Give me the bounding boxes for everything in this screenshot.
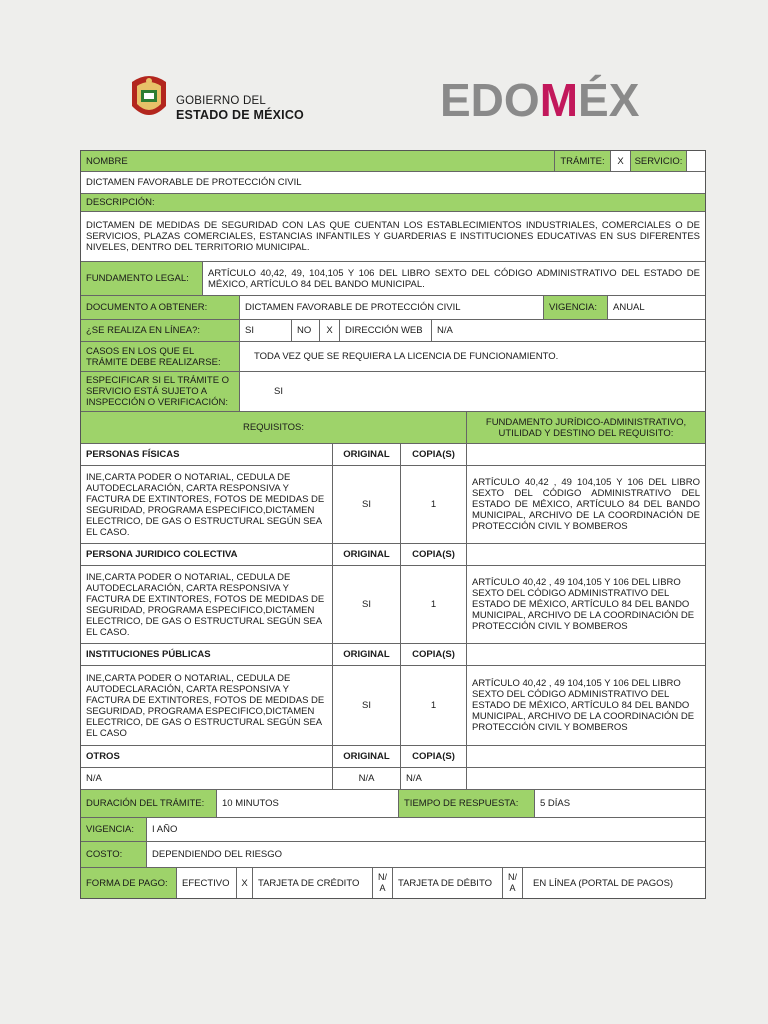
debito-value: N/ A xyxy=(503,868,523,898)
section-body-row xyxy=(81,666,705,746)
vigencia2-label: VIGENCIA: xyxy=(81,818,147,841)
section-header-row xyxy=(81,544,705,566)
section-fundamento: ARTÍCULO 40,42 , 49 104,105 Y 106 DEL LIBRO SEXTO DEL CÓDIGO ADMINISTRATIVO DEL ESTADO DE MÉXICO, ARTÍCULO 84 DEL BANDO MUNICIPAL, ARCHIVO DE LA COORDINACIÓN DE PROTECCIÓN CIVIL Y BOMBEROS xyxy=(472,477,700,532)
otros-title: OTROS xyxy=(81,746,333,767)
tramite-label: TRÁMITE: xyxy=(555,151,611,171)
section-title: INSTITUCIONES PÚBLICAS xyxy=(81,644,333,665)
section-fundamento: ARTÍCULO 40,42 , 49 104,105 Y 106 DEL LIBRO SEXTO DEL CÓDIGO ADMINISTRATIVO DEL ESTADO DE MÉXICO, ARTÍCULO 84 DEL BANDO MUNICIPAL, ARCHIVO DE LA COORDINACIÓN DE PROTECCIÓN CIVIL Y BOMBEROS xyxy=(472,678,695,733)
government-line-1: GOBIERNO DEL xyxy=(176,95,266,107)
linea-label: ¿SE REALIZA EN LÍNEA?: xyxy=(81,320,240,341)
fundamento-value: ARTÍCULO 40,42, 49, 104,105 Y 106 DEL LIBRO SEXTO DEL CÓDIGO ADMINISTRATIVO DEL ESTADO DE MÉXICO, ARTÍCULO 84 DEL BANDO MUNICIPAL. xyxy=(208,267,700,290)
section-header-row xyxy=(81,644,705,666)
linea-no-mark: X xyxy=(320,320,340,341)
copia-header: COPIA(S) xyxy=(401,544,467,565)
fundamento-label: FUNDAMENTO LEGAL: xyxy=(81,262,203,295)
casos-label: CASOS EN LOS QUE EL TRÁMITE DEBE REALIZARSE: xyxy=(81,342,240,371)
government-line-2: ESTADO DE MÉXICO xyxy=(176,108,304,122)
original-header: ORIGINAL xyxy=(333,544,401,565)
documento-label: DOCUMENTO A OBTENER: xyxy=(81,296,240,319)
pago-label: FORMA DE PAGO: xyxy=(81,868,177,898)
fundamento-juridico-label: FUNDAMENTO JURÍDICO-ADMINISTRATIVO, UTILIDAD Y DESTINO DEL REQUISITO: xyxy=(467,412,705,443)
section-copia: 1 xyxy=(401,566,467,643)
otros-header-row xyxy=(81,746,705,768)
casos-value: TODA VEZ QUE SE REQUIERA LA LICENCIA DE FUNCIONAMIENTO. xyxy=(254,351,559,362)
section-title: PERSONAS FÍSICAS xyxy=(81,444,333,465)
vigencia2-value: I AÑO xyxy=(152,824,178,835)
logo-part-ex: ÉX xyxy=(578,74,640,126)
debito-label: TARJETA DE DÉBITO xyxy=(393,868,503,898)
tramite-mark: X xyxy=(611,151,631,171)
copia-header: COPIA(S) xyxy=(401,444,467,465)
nombre-value: DICTAMEN FAVORABLE DE PROTECCIÓN CIVIL xyxy=(86,177,302,188)
section-requirements: INE,CARTA PODER O NOTARIAL, CEDULA DE AUTODECLARACIÓN, CARTA RESPONSIVA Y FACTURA DE EXTINTORES, FOTOS DE MEDIDAS DE SEGURIDAD, PROGRAMA ESPECIFICO,DICTAMEN ELECTRICO, DE GAS O ESTRUCTURAL SEGÚN SEA EL CASO. xyxy=(81,566,333,643)
inspeccion-value: SI xyxy=(274,386,283,397)
duracion-value: 10 MINUTOS xyxy=(217,790,399,817)
servicio-mark xyxy=(687,151,705,171)
documento-row xyxy=(81,296,705,320)
nombre-value-row xyxy=(81,172,705,194)
section-copia: 1 xyxy=(401,466,467,543)
duracion-label: DURACIÓN DEL TRÁMITE: xyxy=(81,790,217,817)
section-original: SI xyxy=(333,566,401,643)
section-fundamento: ARTÍCULO 40,42 , 49 104,105 Y 106 DEL LIBRO SEXTO DEL CÓDIGO ADMINISTRATIVO DEL ESTADO DE MÉXICO, ARTÍCULO 84 DEL BANDO MUNICIPAL, ARCHIVO DE LA COORDINACIÓN DE PROTECCIÓN CIVIL Y BOMBEROS xyxy=(472,577,695,632)
section-original: SI xyxy=(333,466,401,543)
respuesta-label: TIEMPO DE RESPUESTA: xyxy=(399,790,535,817)
copia-header: COPIA(S) xyxy=(401,644,467,665)
documento-value: DICTAMEN FAVORABLE DE PROTECCIÓN CIVIL xyxy=(240,296,544,319)
section-header-blank xyxy=(467,544,705,565)
otros-copia: N/A xyxy=(401,768,467,789)
vigencia2-row xyxy=(81,818,705,842)
descripcion-value: DICTAMEN DE MEDIDAS DE SEGURIDAD CON LAS QUE CUENTAN LOS ESTABLECIMIENTOS INDUSTRIALES, COMERCIALES O DE SERVICIOS, PLAZAS COMERCIALES, ESTANCIAS INFANTILES Y GUARDERIAS E INSTITUCIONES EDUCATIVAS EN SUS DIFERENTES NIVELES, DENTRO DEL TERRITORIO MUNICIPAL. xyxy=(86,220,700,253)
vigencia-label: VIGENCIA: xyxy=(544,296,608,319)
otros-requirements: N/A xyxy=(81,768,333,789)
otros-body-row xyxy=(81,768,705,790)
linea-si: SI xyxy=(240,320,292,341)
original-header: ORIGINAL xyxy=(333,746,401,767)
state-seal-icon xyxy=(128,72,170,122)
duracion-row xyxy=(81,790,705,818)
procedure-form xyxy=(80,150,706,899)
descripcion-value-row xyxy=(81,212,705,262)
requisitos-header-row xyxy=(81,412,705,444)
credito-label: TARJETA DE CRÉDITO xyxy=(253,868,373,898)
costo-row xyxy=(81,842,705,868)
original-header: ORIGINAL xyxy=(333,444,401,465)
section-requirements: INE,CARTA PODER O NOTARIAL, CEDULA DE AUTODECLARACIÓN, CARTA RESPONSIVA Y FACTURA DE EXTINTORES, FOTOS DE MEDIDAS DE SEGURIDAD, PROGRAMA ESPECIFICO,DICTAMEN ELECTRICO, DE GAS O ESTRUCTURAL SEGÚN SEA EL CASO xyxy=(81,666,333,745)
document-header xyxy=(0,0,768,140)
original-header: ORIGINAL xyxy=(333,644,401,665)
nombre-label: NOMBRE xyxy=(81,151,555,171)
vigencia-value: ANUAL xyxy=(613,302,645,313)
section-original: SI xyxy=(333,666,401,745)
edomex-logo xyxy=(440,74,639,126)
section-header-blank xyxy=(467,444,705,465)
section-copia: 1 xyxy=(401,666,467,745)
linea-row xyxy=(81,320,705,342)
copia-header: COPIA(S) xyxy=(401,746,467,767)
section-header-blank xyxy=(467,644,705,665)
section-requirements: INE,CARTA PODER O NOTARIAL, CEDULA DE AUTODECLARACIÓN, CARTA RESPONSIVA Y FACTURA DE EXTINTORES, FOTOS DE MEDIDAS DE SEGURIDAD, PROGRAMA ESPECIFICO,DICTAMEN ELECTRICO, DE GAS O ESTRUCTURAL SEGÚN SEA EL CASO. xyxy=(81,466,333,543)
section-header-row xyxy=(81,444,705,466)
descripcion-label-row xyxy=(81,194,705,212)
pago-row xyxy=(81,868,705,898)
web-value: N/A xyxy=(437,325,453,336)
linea-pago-label: EN LÍNEA (PORTAL DE PAGOS) xyxy=(533,877,674,889)
costo-value: DEPENDIENDO DEL RIESGO xyxy=(152,849,283,860)
otros-fundamento-blank xyxy=(467,768,705,789)
otros-header-blank xyxy=(467,746,705,767)
nombre-row xyxy=(81,151,705,172)
inspeccion-row xyxy=(81,372,705,412)
costo-label: COSTO: xyxy=(81,842,147,867)
government-name xyxy=(176,94,304,122)
requisitos-label: REQUISITOS: xyxy=(81,412,467,443)
logo-part-edo: EDO xyxy=(440,74,540,126)
logo-part-m: M xyxy=(539,74,579,126)
efectivo-label: EFECTIVO xyxy=(177,868,237,898)
efectivo-mark: X xyxy=(237,868,253,898)
descripcion-label: DESCRIPCIÓN: xyxy=(81,194,705,211)
respuesta-value: 5 DÍAS xyxy=(540,798,571,809)
section-title: PERSONA JURIDICO COLECTIVA xyxy=(81,544,333,565)
servicio-label: SERVICIO: xyxy=(631,151,687,171)
linea-no: NO xyxy=(292,320,320,341)
casos-row xyxy=(81,342,705,372)
web-label: DIRECCIÓN WEB xyxy=(340,320,432,341)
otros-original: N/A xyxy=(333,768,401,789)
credito-value: N/ A xyxy=(373,868,393,898)
section-body-row xyxy=(81,466,705,544)
section-body-row xyxy=(81,566,705,644)
fundamento-row xyxy=(81,262,705,296)
inspeccion-label: ESPECIFICAR SI EL TRÁMITE O SERVICIO ESTÁ SUJETO A INSPECCIÓN O VERIFICACIÓN: xyxy=(81,372,240,411)
